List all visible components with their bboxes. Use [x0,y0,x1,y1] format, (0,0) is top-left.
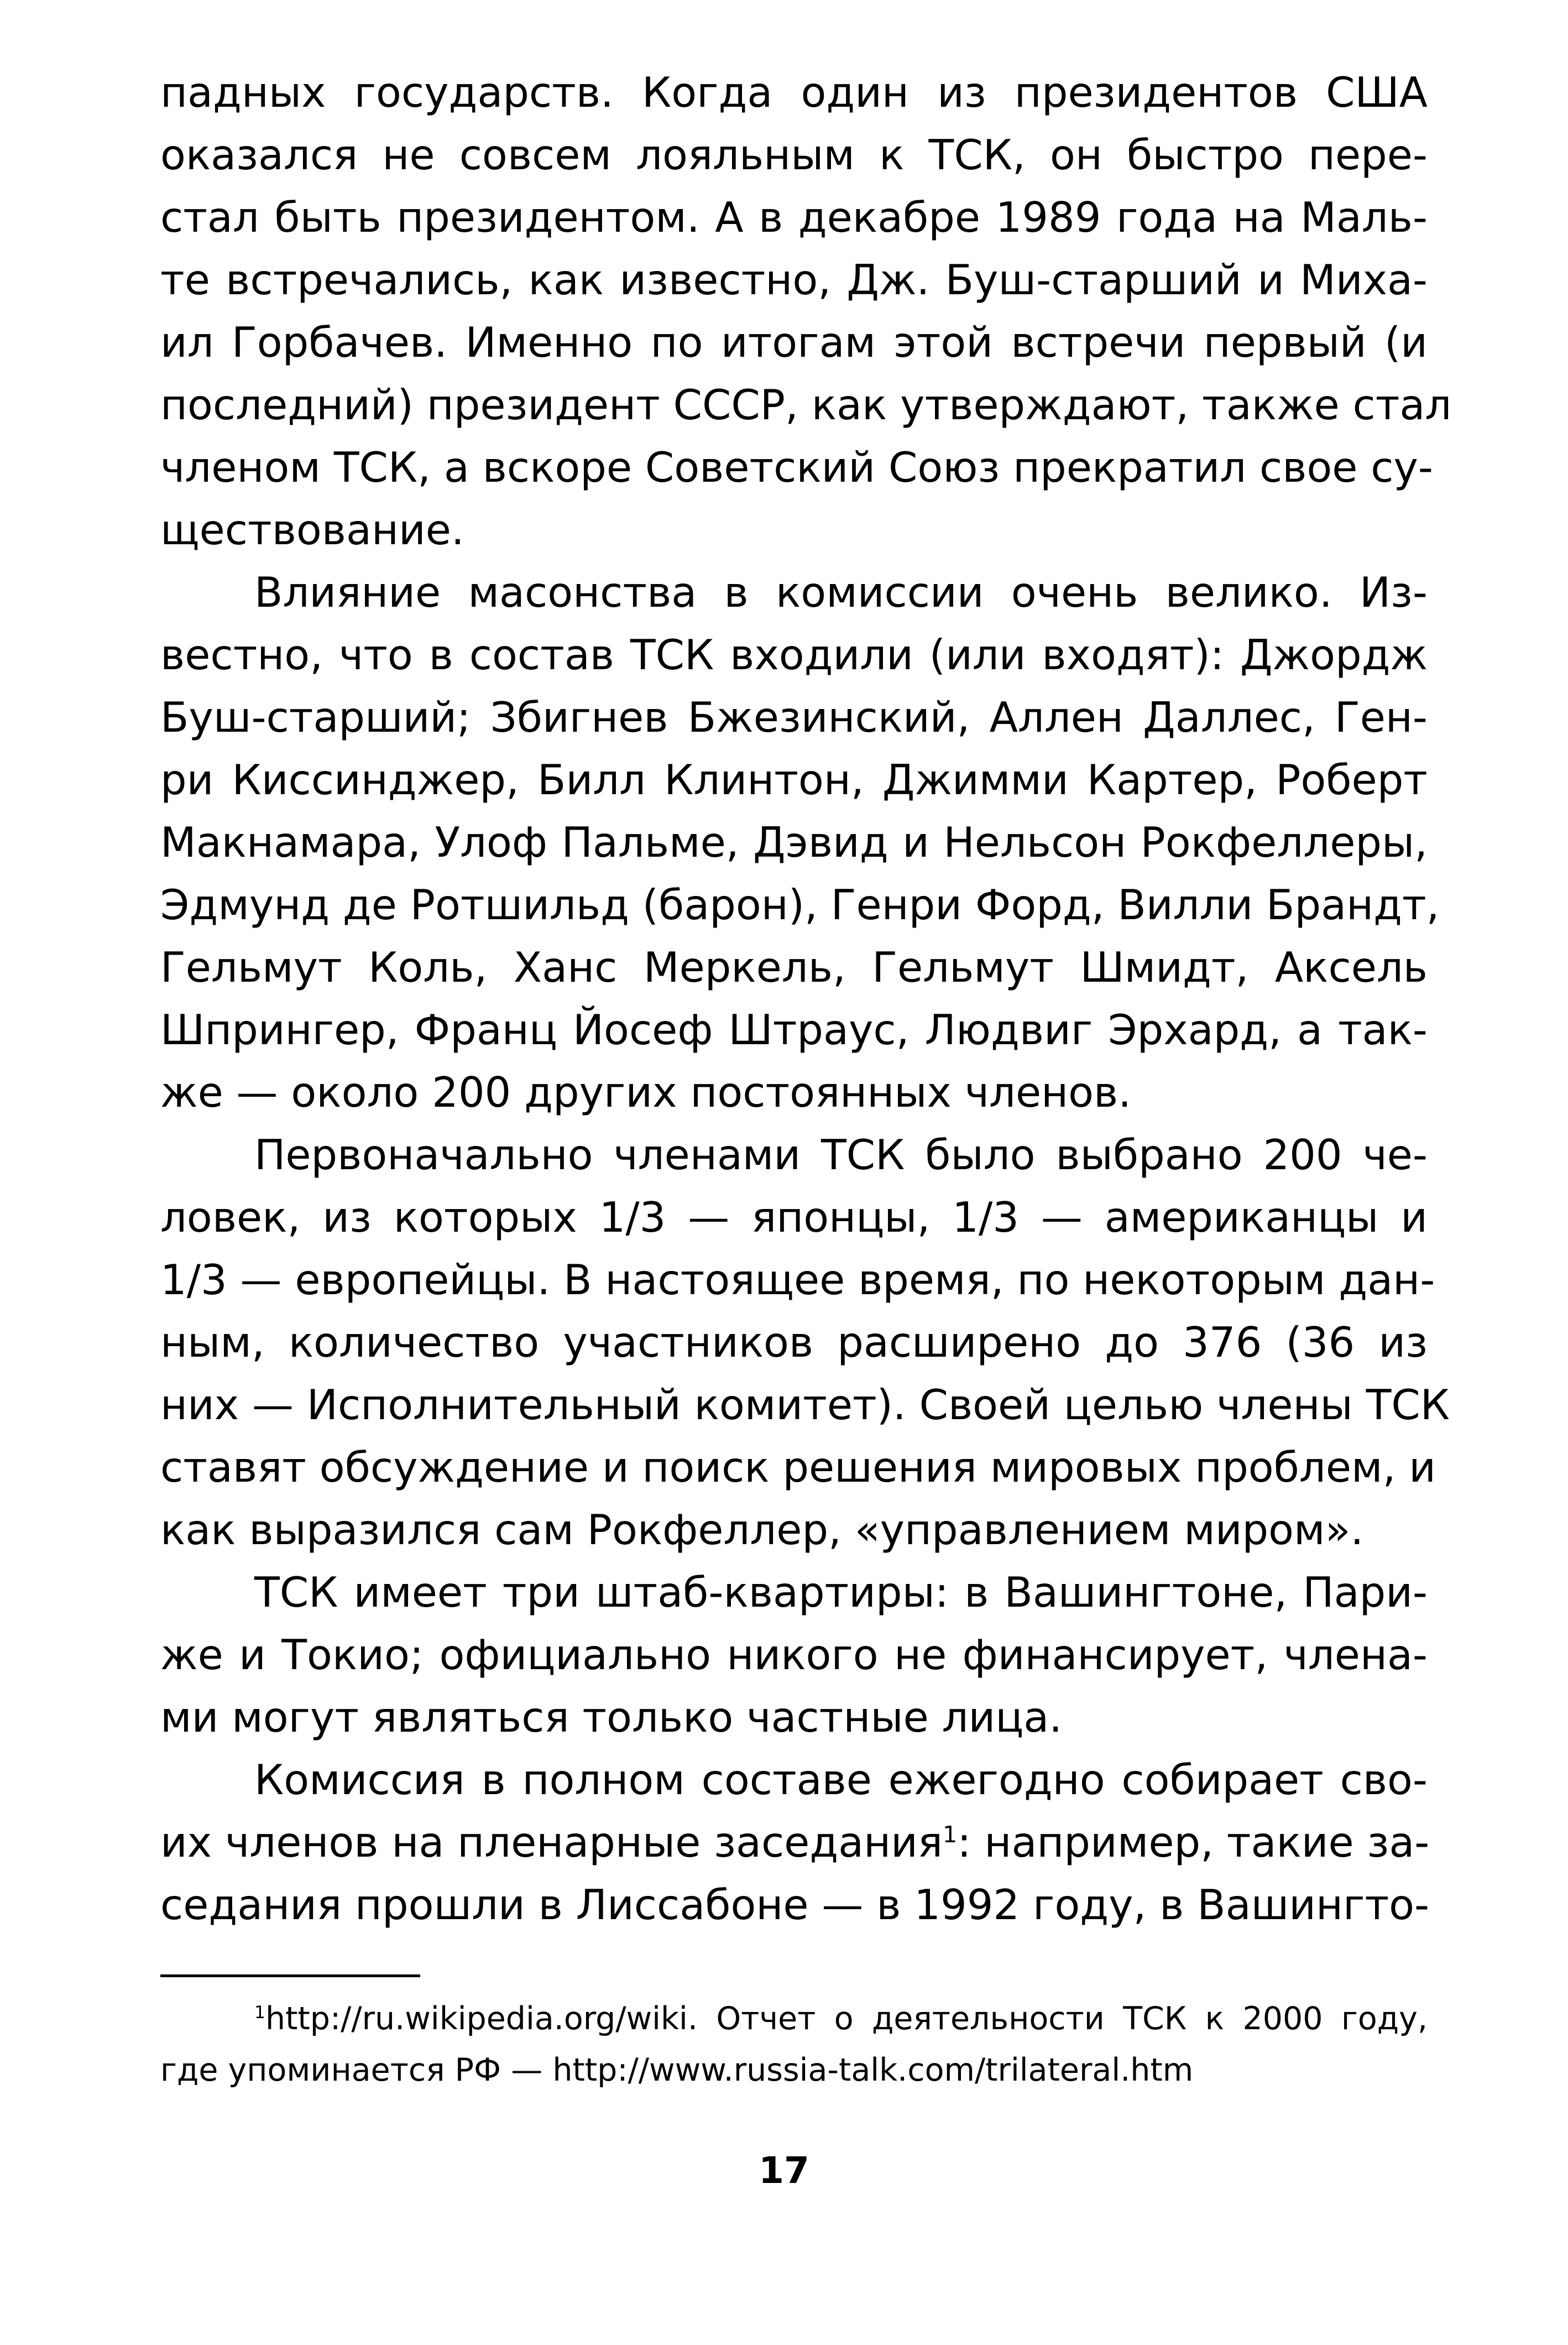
body-line: же — около 200 других постоянных членов. [160,1068,1132,1117]
footnote-line [254,1997,1428,2041]
body-line-text: их членов на пленарные заседания [160,1818,943,1867]
body-line: ми могут являться только частные лица. [160,1693,1063,1742]
body-line: ри Киссинджер, Билл Клинтон, Джимми Картер, Роберт [160,755,1428,804]
body-line: оказался не совсем лояльным к ТСК, он быстро пере- [160,131,1428,179]
body-line: Гельмут Коль, Ханс Меркель, Гельмут Шмидт, Аксель [160,943,1428,992]
footnote-line[interactable]: где упоминается РФ — http://www.russia-talk.com/trilateral.htm [160,2052,1194,2088]
body-line: Влияние масонства в комиссии очень велико. Из- [254,568,1428,617]
body-line: членом ТСК, а вскоре Советский Союз прекратил свое су- [160,443,1433,492]
body-line [160,1814,1428,1872]
footnote-marker: 1 [254,2003,265,2023]
body-line: же и Токио; официально никого не финансирует, члена- [160,1630,1428,1679]
body-line: вестно, что в состав ТСК входили (или входят): Джордж [160,630,1428,679]
body-line: те встречались, как известно, Дж. Буш-старший и Миха- [160,256,1428,304]
body-line: как выразился сам Рокфеллер, «управлением миром». [160,1505,1364,1554]
footnote-text[interactable]: http://ru.wikipedia.org/wiki. Отчет о деятельности ТСК к 2000 году, [265,2000,1428,2037]
body-line: 1/3 — европейцы. В настоящее время, по некоторым дан- [160,1255,1435,1304]
page-number: 17 [759,2149,809,2192]
body-line: Комиссия в полном составе ежегодно собирает сво- [254,1755,1428,1804]
body-line: ил Горбачев. Именно по итогам этой встречи первый (и [160,318,1428,367]
footnote-divider [160,1974,420,1977]
body-line: Макнамара, Улоф Пальме, Дэвид и Нельсон Рокфеллеры, [160,818,1428,867]
body-line: Шпрингер, Франц Йосеф Штраус, Людвиг Эрхард, а так- [160,1005,1428,1054]
body-line: ловек, из которых 1/3 — японцы, 1/3 — американцы и [160,1193,1428,1242]
body-line: ным, количество участников расширено до 376 (36 из [160,1318,1428,1367]
body-line: них — Исполнительный комитет). Своей целью члены ТСК [160,1380,1450,1429]
body-line-text: : например, такие за- [957,1818,1430,1867]
body-line: Эдмунд де Ротшильд (барон), Генри Форд, Вилли Брандт, [160,880,1440,929]
body-line: ществование. [160,506,464,554]
body-line: ставят обсуждение и поиск решения мировых проблем, и [160,1443,1436,1492]
body-line: последний) президент СССР, как утверждают, также стал [160,381,1452,429]
body-line: падных государств. Когда один из президентов США [160,68,1428,117]
body-line: седания прошли в Лиссабоне — в 1992 году, в Вашингто- [160,1880,1430,1929]
body-line: Буш-старший; Збигнев Бжезинский, Аллен Даллес, Ген- [160,693,1428,742]
footnote-reference[interactable]: 1 [943,1821,958,1848]
body-line: ТСК имеет три штаб-квартиры: в Вашингтоне, Пари- [254,1568,1428,1617]
body-line: стал быть президентом. А в декабре 1989 года на Маль- [160,193,1428,242]
body-line: Первоначально членами ТСК было выбрано 200 че- [254,1130,1428,1179]
